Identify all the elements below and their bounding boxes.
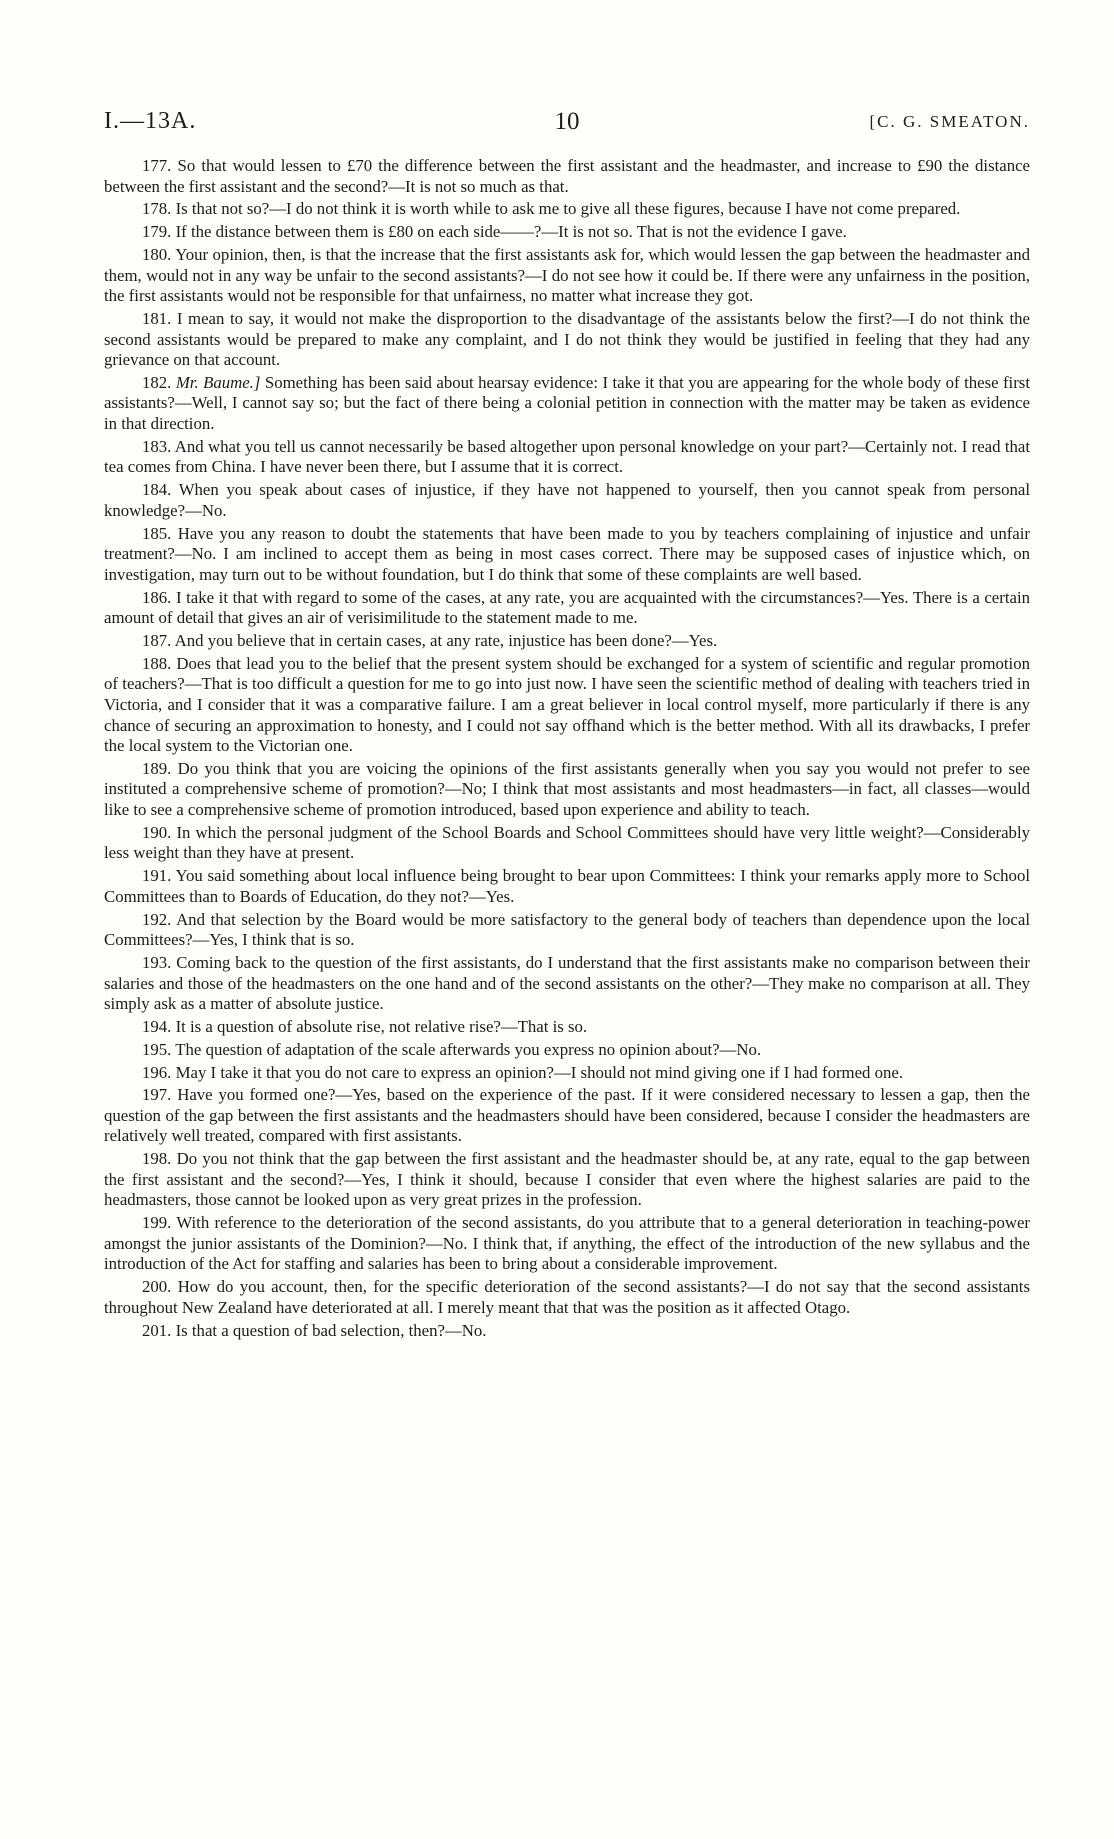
question-number: 194. (142, 1016, 172, 1036)
question-text: I mean to say, it would not make the disproportion to the disadvantage of the assistants below the first?—I do not think the second assistants would be prepared to make any complaint, and I do not think they would be justified in feeling that they had any grievance on that account. (104, 308, 1030, 370)
question-number: 198. (142, 1149, 172, 1169)
page-number: 10 (554, 108, 580, 135)
question-text: Do you not think that the gap between the first assistant and the headmaster should be, at any rate, equal to the gap between the first assistant and the second?—Yes, I think it should, because I consider that even where the highest salaries are paid to the headmasters, those cannot be looked upon as very great prizes in the profession. (104, 1149, 1030, 1210)
question-number: 191. (142, 866, 172, 886)
question-text: And what you tell us cannot necessarily be based altogether upon personal knowledge on your part?—Certainly not. I read that tea comes from China. I have never been there, but I assume that it is correct. (104, 436, 1030, 477)
question-paragraph (104, 1277, 1030, 1318)
question-text: I take it that with regard to some of the cases, at any rate, you are acquainted with the circumstances?—Yes. There is a certain amount of detail that gives an air of verisimilitude to the statement made to me. (104, 587, 1031, 628)
question-paragraph (104, 654, 1030, 757)
question-text: How do you account, then, for the specific deterioration of the second assistants?—I do not say that the second assistants throughout New Zealand have deteriorated at all. I merely meant that that was the position as it affected Otago. (104, 1277, 1030, 1317)
question-number: 183. (142, 436, 172, 456)
question-number: 200. (142, 1277, 172, 1297)
question-number: 182. (142, 372, 172, 392)
question-paragraph (104, 759, 1030, 821)
question-text: In which the personal judgment of the School Boards and School Committees should have very little weight?—Considerably less weight than they have at present. (104, 822, 1030, 863)
question-paragraph (104, 1149, 1030, 1211)
question-text: Is that not so?—I do not think it is worth while to ask me to give all these figures, because I have not come prepared. (175, 199, 961, 219)
question-number: 186. (142, 587, 172, 607)
question-paragraph (104, 524, 1030, 586)
question-number: 178. (142, 199, 172, 219)
question-number: 195. (142, 1039, 172, 1059)
question-text: Is that a question of bad selection, then?—No. (175, 1320, 487, 1340)
question-paragraph (104, 199, 1030, 220)
witness-name: [C. G. SMEATON. (869, 112, 1030, 131)
question-paragraph (104, 480, 1030, 521)
question-number: 177. (142, 156, 172, 175)
question-text: With reference to the deterioration of the second assistants, do you attribute that to a general deterioration in teaching-power amongst the junior assistants of the Dominion?—No. I think that, if anything, the effect of the introduction of the new syllabus and the introduction of the Act for staffing and salaries has been to bring about a considerable improvement. (104, 1213, 1030, 1274)
question-number: 185. (142, 523, 172, 543)
question-paragraph (104, 309, 1030, 371)
evidence-text (104, 156, 1030, 1343)
question-text: If the distance between them is £80 on each side——?—It is not so. That is not the evidence I gave. (175, 222, 847, 242)
question-text: The question of adaptation of the scale afterwards you express no opinion about?—No. (175, 1039, 762, 1059)
question-paragraph (104, 373, 1030, 435)
question-paragraph (104, 1321, 1030, 1342)
question-number: 189. (142, 758, 172, 778)
question-number: 201. (142, 1320, 172, 1340)
question-paragraph (104, 1213, 1030, 1275)
question-number: 197. (142, 1085, 172, 1105)
question-text: Something has been said about hearsay evidence: I take it that you are appearing for the whole body of these first assistants?—Well, I cannot say so; but the fact of there being a colonial petition in connection with the matter may be taken as evidence in that direction. (104, 372, 1031, 434)
paper-reference: I.—13A. (104, 108, 197, 134)
question-text: And you believe that in certain cases, at any rate, injustice has been done?—Yes. (174, 630, 718, 650)
question-paragraph (104, 1085, 1030, 1147)
question-paragraph (104, 1017, 1030, 1038)
speaker-name: Mr. Baume.] (175, 372, 261, 392)
question-paragraph (104, 156, 1030, 197)
question-paragraph (104, 1063, 1030, 1084)
question-text: Does that lead you to the belief that the present system should be exchanged for a system of scientific and regular promotion of teachers?—That is too difficult a question for me to go into just now. I have seen the scientific method of dealing with teachers tried in Victoria, and I consider that it was a comparative failure. I am a great believer in local control myself, more particularly if there is any chance of securing an approximation to honesty, and I could not say offhand which is the better method. With all its drawbacks, I prefer the local system to the Victorian one. (104, 653, 1030, 756)
question-number: 188. (142, 653, 172, 673)
question-number: 180. (142, 244, 172, 264)
question-text: Have you any reason to doubt the statements that have been made to you by teachers complaining of injustice and unfair treatment?—No. I am inclined to accept them as being in most cases correct. There may be supposed cases of injustice which, on investigation, may turn out to be without foundation, but I do think that some of these complaints are well based. (104, 523, 1030, 584)
question-text: And that selection by the Board would be more satisfactory to the general body of teachers than dependence upon the local Committees?—Yes, I think that is so. (104, 909, 1030, 950)
question-paragraph (104, 437, 1030, 478)
page-header (104, 108, 1030, 144)
question-number: 179. (142, 222, 172, 242)
question-text: May I take it that you do not care to express an opinion?—I should not mind giving one if I had formed one. (175, 1062, 904, 1082)
question-text: Your opinion, then, is that the increase that the first assistants ask for, which would lessen the gap between the headmaster and them, would not in any way be unfair to the second assistants?—I do not see how it could be. If there were any unfairness in the position, the first assistants would not be responsible for that unfairness, no matter what increase they got. (104, 244, 1030, 306)
question-number: 190. (142, 822, 172, 842)
question-paragraph (104, 245, 1030, 307)
question-paragraph (104, 1040, 1030, 1061)
question-paragraph (104, 222, 1030, 243)
question-number: 184. (142, 480, 172, 500)
question-text: Do you think that you are voicing the opinions of the first assistants generally when you say you would not prefer to see instituted a comprehensive scheme of promotion?—No; I think that most assistants and most headmasters—in fact, all classes—would like to see a comprehensive scheme of promotion introduced, based upon experience and ability to teach. (104, 758, 1030, 820)
question-paragraph (104, 823, 1030, 864)
question-number: 181. (142, 308, 172, 328)
question-text: When you speak about cases of injustice, if they have not happened to yourself, then you cannot speak from personal knowledge?—No. (104, 480, 1030, 520)
question-number: 199. (142, 1213, 172, 1233)
question-paragraph (104, 631, 1030, 652)
question-text: Have you formed one?—Yes, based on the experience of the past. If it were considered necessary to lessen a gap, then the question of the gap between the first assistants and the headmasters should have been considered, because I consider the headmasters are relatively well treated, compared with first assistants. (104, 1085, 1031, 1146)
question-number: 187. (142, 630, 172, 650)
question-number: 196. (142, 1062, 172, 1082)
question-paragraph (104, 910, 1030, 951)
question-paragraph (104, 588, 1030, 629)
question-number: 192. (142, 909, 172, 929)
question-paragraph (104, 953, 1030, 1015)
question-text: Coming back to the question of the first assistants, do I understand that the first assistants make no comparison between their salaries and those of the headmasters on the one hand and of the second assistants on the other?—They make no comparison at all. They simply ask as a matter of absolute justice. (104, 952, 1030, 1014)
question-number: 193. (142, 952, 172, 972)
question-text: So that would lessen to £70 the difference between the first assistant and the headmaster, and increase to £90 the distance between the first assistant and the second?—It is not so much as that. (104, 156, 1030, 196)
question-paragraph (104, 866, 1030, 907)
question-text: It is a question of absolute rise, not relative rise?—That is so. (175, 1016, 588, 1036)
question-text: You said something about local influence being brought to bear upon Committees: I think your remarks apply more to School Committees than to Boards of Education, do they not?—Yes. (104, 866, 1030, 906)
